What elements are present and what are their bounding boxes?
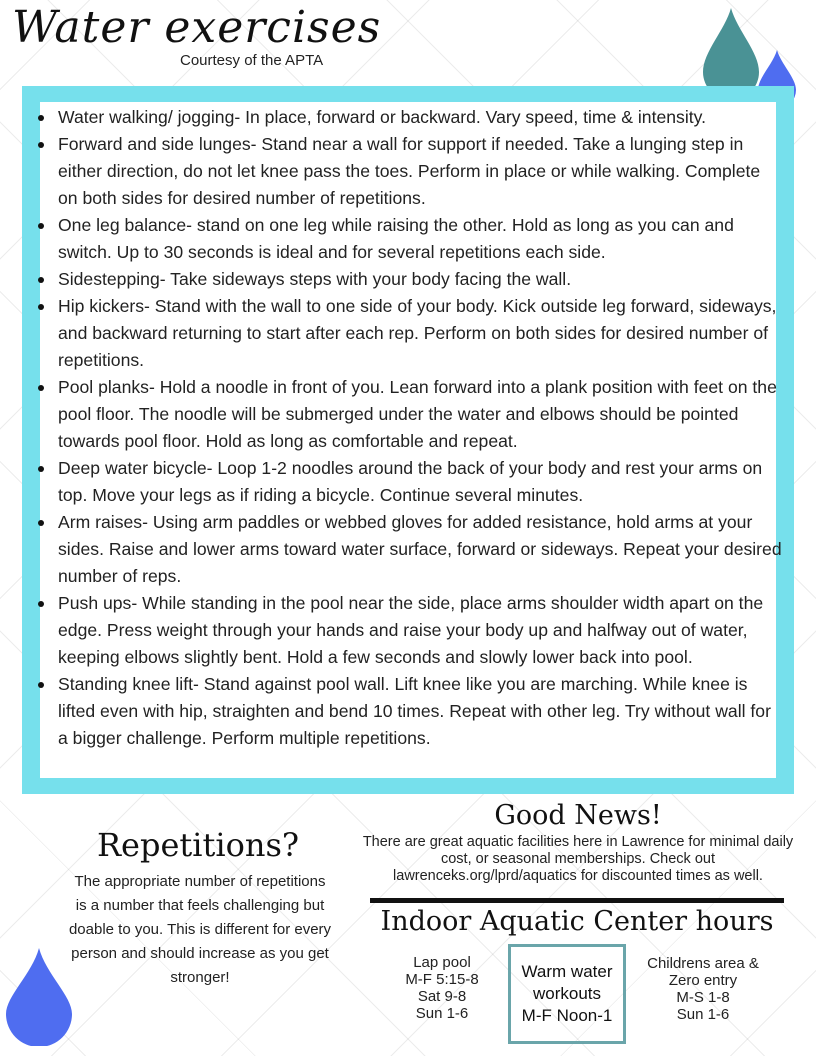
list-item: Standing knee lift- Stand against pool wall. Lift knee like you are marching. While knee is lifted even with hip, straighten and bend 10 times. Repeat with other leg. Try without wall for a bigger challenge. Perform multiple repetitions. bbox=[30, 671, 782, 752]
warm-water-label: Warm water bbox=[521, 962, 613, 981]
list-item: One leg balance- stand on one leg while raising the other. Hold as long as you can and switch. Up to 30 seconds is ideal and for several repetitions each side. bbox=[30, 212, 782, 266]
water-drop-blue-large-icon bbox=[6, 948, 72, 1046]
page-subtitle: Courtesy of the APTA bbox=[180, 52, 324, 69]
page-title: Water exercises bbox=[12, 2, 382, 53]
good-news-heading: Good News! bbox=[494, 800, 662, 831]
list-item: Push ups- While standing in the pool near the side, place arms shoulder width apart on the edge. Press weight through your hands and raise your body up and halfway out of water, keeping elbows slightly bent. Hold a few seconds and slowly lower back into pool. bbox=[30, 590, 782, 671]
list-item: Sidestepping- Take sideways steps with your body facing the wall. bbox=[30, 266, 782, 293]
list-item: Deep water bicycle- Loop 1-2 noodles around the back of your body and rest your arms on top. Move your legs as if riding a bicycle. Continue several minutes. bbox=[30, 455, 782, 509]
hours-heading: Indoor Aquatic Center hours bbox=[380, 906, 774, 937]
list-item: Hip kickers- Stand with the wall to one side of your body. Kick outside leg forward, sideways, and backward returning to start after each rep. Perform on both sides for desired number of repetitions. bbox=[30, 293, 782, 374]
good-news-text: There are great aquatic facilities here in Lawrence for minimal daily cost, or seasonal memberships. Check out lawrenceks.org/lprd/aquatics for discounted times as well. bbox=[362, 834, 794, 884]
list-item: Arm raises- Using arm paddles or webbed gloves for added resistance, hold arms at your sides. Raise and lower arms toward water surface, forward or sideways. Repeat your desired number of reps. bbox=[30, 509, 782, 590]
lap-pool-label: Lap pool bbox=[413, 954, 471, 971]
section-divider bbox=[370, 898, 784, 903]
list-item: Forward and side lunges- Stand near a wall for support if needed. Take a lunging step in either direction, do not let knee pass the toes. Perform in place or while walking. Complete on both sides for desired number of repetitions. bbox=[30, 131, 782, 212]
lap-pool-saturday: Sat 9-8 bbox=[417, 988, 467, 1005]
lap-pool-sunday: Sun 1-6 bbox=[415, 1005, 469, 1022]
exercise-list bbox=[30, 104, 782, 752]
warm-water-time: M-F Noon-1 bbox=[521, 1006, 613, 1025]
list-item: Water walking/ jogging- In place, forward or backward. Vary speed, time & intensity. bbox=[30, 104, 782, 131]
childrens-area-label: Childrens area & bbox=[647, 955, 759, 972]
list-item: Pool planks- Hold a noodle in front of you. Lean forward into a plank position with feet on the pool floor. The noodle will be submerged under the water and elbows should be pointed towards pool floor. Hold as long as comfortable and repeat. bbox=[30, 374, 782, 455]
childrens-sunday: Sun 1-6 bbox=[676, 1006, 730, 1023]
repetitions-text: The appropriate number of repetitions is a number that feels challenging but doable to you. This is different for every person and should increase as you get stronger! bbox=[68, 873, 332, 986]
lap-pool-weekday: M-F 5:15-8 bbox=[405, 971, 479, 988]
warm-water-hours bbox=[508, 944, 626, 1044]
childrens-area-hours bbox=[634, 955, 772, 1023]
zero-entry-label: Zero entry bbox=[668, 972, 738, 989]
childrens-weekday: M-S 1-8 bbox=[676, 989, 730, 1006]
repetitions-heading: Repetitions? bbox=[96, 826, 300, 864]
lap-pool-hours bbox=[388, 954, 496, 1022]
warm-water-label-2: workouts bbox=[532, 984, 602, 1003]
